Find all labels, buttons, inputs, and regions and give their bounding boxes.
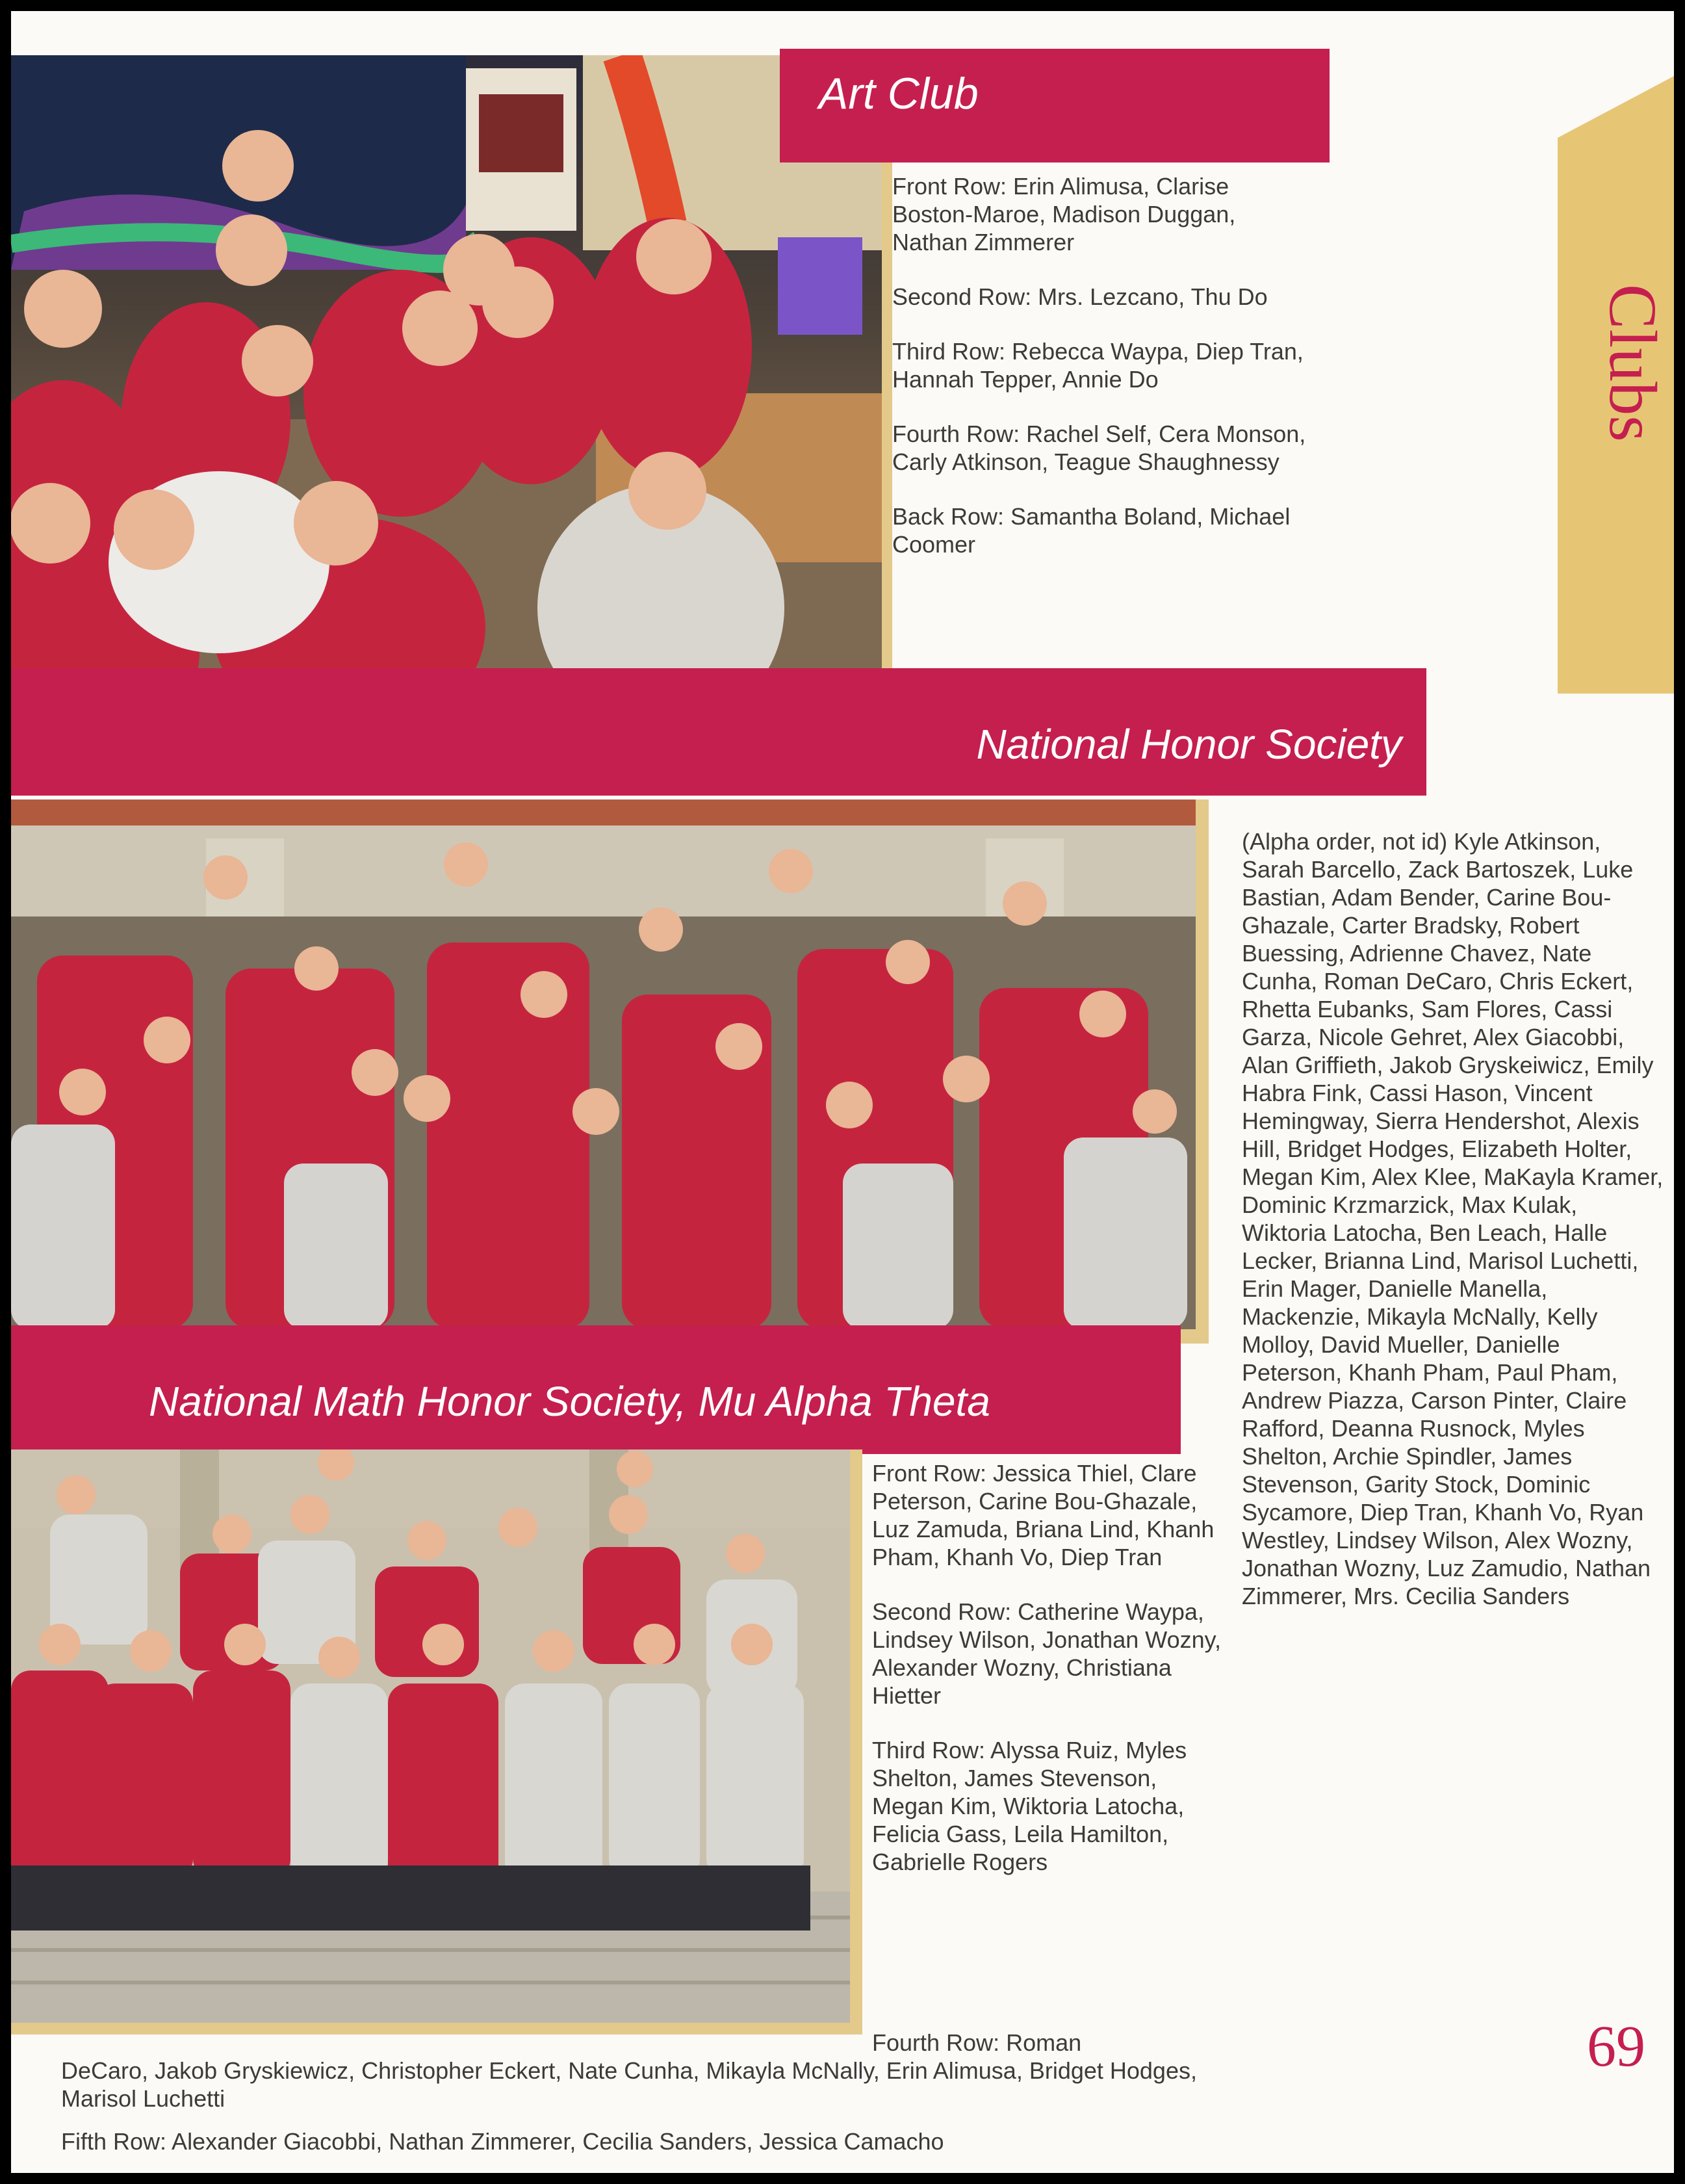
- clubs-side-label: Clubs: [1595, 284, 1670, 442]
- mu-alpha-theta-second-row: Second Row: Catherine Waypa, Lindsey Wilson, Jonathan Wozny, Alexander Wozny, Christiana Hietter: [872, 1598, 1221, 1709]
- art-club-second-row: Second Row: Mrs. Lezcano, Thu Do: [892, 283, 1268, 310]
- art-club-title-banner: [780, 49, 1330, 162]
- mu-alpha-theta-fifth-row: Fifth Row: Alexander Giacobbi, Nathan Zimmerer, Cecilia Sanders, Jessica Camacho: [61, 2128, 944, 2155]
- art-club-front-row: Front Row: Erin Alimusa, Clarise Boston-Maroe, Madison Duggan, Nathan Zimmerer: [892, 173, 1236, 255]
- mu-alpha-theta-fourth-row-label: Fourth Row: Roman: [872, 2029, 1082, 2056]
- mu-alpha-theta-third-row: Third Row: Alyssa Ruiz, Myles Shelton, James Stevenson, Megan Kim, Wiktoria Latocha, Felicia Gass, Leila Hamilton, Gabrielle Rogers: [872, 1737, 1187, 1875]
- mu-alpha-theta-title: National Math Honor Society, Mu Alpha Theta: [149, 1378, 990, 1425]
- mu-alpha-theta-photo: [11, 1450, 850, 2023]
- nhs-title: National Honor Society: [976, 721, 1402, 768]
- art-club-back-row: Back Row: Samantha Boland, Michael Coomer: [892, 503, 1291, 558]
- mu-alpha-theta-group-illustration: [11, 1450, 850, 2023]
- nhs-group-illustration: [11, 800, 1196, 1329]
- nhs-roster: (Alpha order, not id) Kyle Atkinson, Sarah Barcello, Zack Bartoszek, Luke Bastian, Adam Bender, Carine Bou-Ghazale, Carter Bradsky, Robert Buessing, Adrienne Chavez, Nate Cunha, Roman DeCaro, Chris Eckert, Rhetta Eubanks, Sam Flores, Cassi Garza, Nicole Gehret, Alex Giacobbi, Alan Griffieth, Jakob Gryskeiwicz, Emily Habra Fink, Cassi Hason, Vincent Hemingway, Sierra Hendershot, Alexis Hill, Bridget Hodges, Elizabeth Holter, Megan Kim, Alex Klee, MaKayla Kramer, Dominic Krzmarzick, Max Kulak, Wiktoria Latocha, Ben Leach, Halle Lecker, Brianna Lind, Marisol Luchetti, Erin Mager, Danielle Manella, Mackenzie, Mikayla McNally, Kelly Molloy, David Mueller, Danielle Peterson, Khanh Pham, Paul Pham, Andrew Piazza, Carson Pinter, Claire Rafford, Deanna Rusnock, Myles Shelton, Archie Spindler, James Stevenson, Garity Stock, Dominic Sycamore, Diep Tran, Khanh Vo, Ryan Westley, Lindsey Wilson, Alex Wozny, Jonathan Wozny, Luz Zamudio, Nathan Zimmerer, Mrs. Cecilia Sanders: [1242, 828, 1664, 1609]
- mu-alpha-theta-fourth-row-rest: DeCaro, Jakob Gryskiewicz, Christopher Eckert, Nate Cunha, Mikayla McNally, Erin Alimusa, Bridget Hodges, Marisol Luchetti: [61, 2057, 1197, 2112]
- art-club-fourth-row: Fourth Row: Rachel Self, Cera Monson, Carly Atkinson, Teague Shaughnessy: [892, 421, 1306, 475]
- art-club-caption: [892, 172, 1308, 585]
- art-club-photo: [11, 55, 882, 670]
- art-club-title: Art Club: [819, 69, 979, 118]
- nhs-title-banner: [11, 668, 1426, 796]
- mu-alpha-theta-title-banner: [11, 1325, 1181, 1454]
- nhs-photo: [11, 800, 1196, 1329]
- yearbook-page: [11, 11, 1674, 2173]
- art-club-third-row: Third Row: Rebecca Waypa, Diep Tran, Hannah Tepper, Annie Do: [892, 338, 1304, 393]
- mu-alpha-theta-front-row: Front Row: Jessica Thiel, Clare Peterson, Carine Bou-Ghazale, Luz Zamuda, Briana Lind, Khanh Pham, Khanh Vo, Diep Tran: [872, 1460, 1215, 1570]
- page-number: 69: [1587, 2014, 1645, 2079]
- mu-alpha-theta-caption: [872, 1459, 1223, 1903]
- art-club-group-illustration: [11, 55, 882, 670]
